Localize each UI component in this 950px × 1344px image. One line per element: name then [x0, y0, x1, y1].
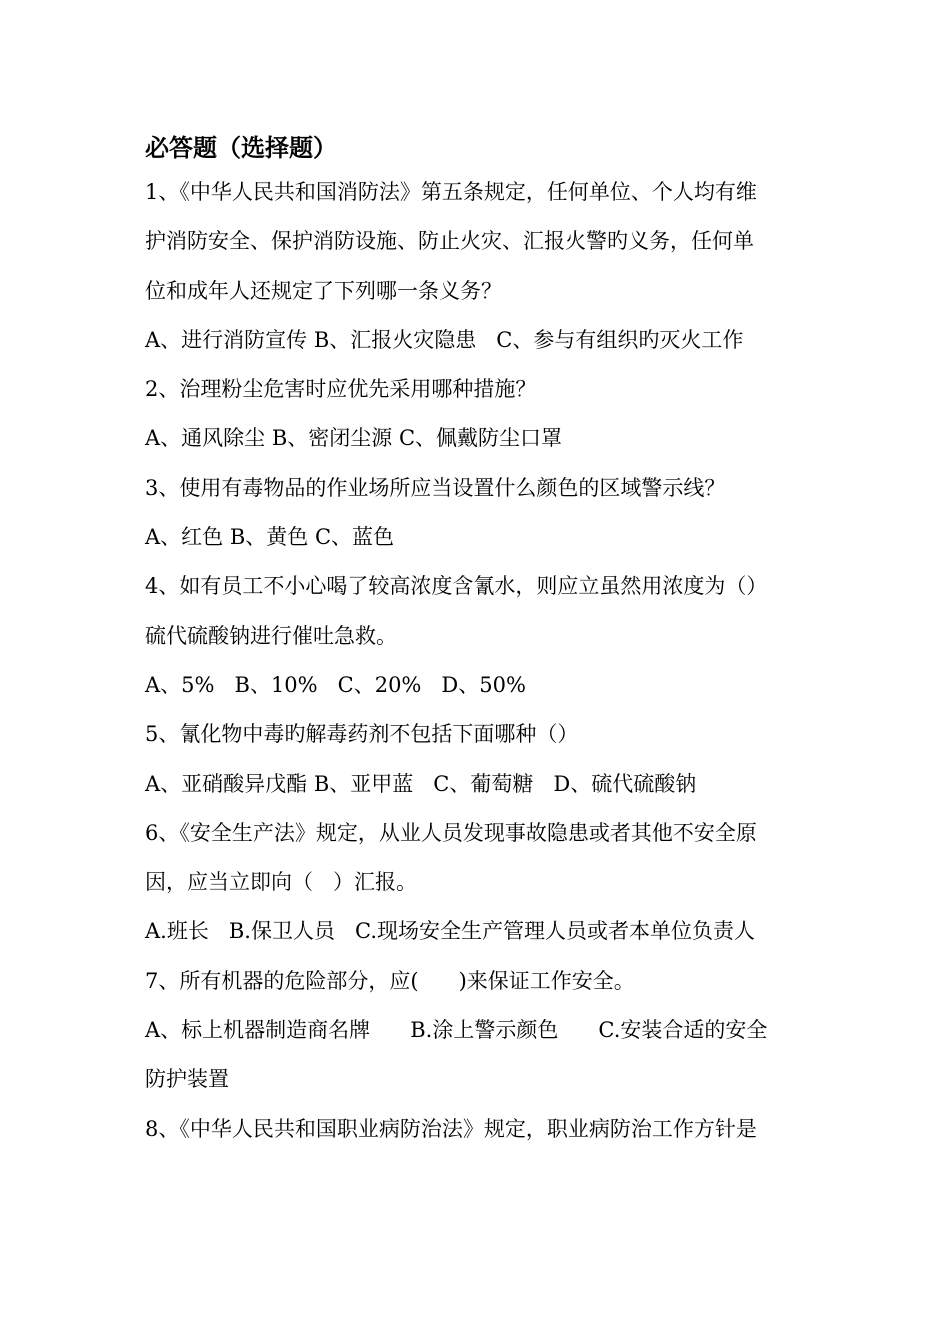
text-line-15: 因，应当立即向（ ）汇报。	[145, 870, 418, 895]
question-list	[145, 170, 825, 1156]
text-line-18: A、标上机器制造商名牌 B.涂上警示颜色 C.安装合适的安全	[145, 1018, 768, 1043]
text-line-6: A、通风除尘 B、密闭尘源 C、佩戴防尘口罩	[145, 426, 563, 451]
text-line-19: 防护装置	[145, 1067, 229, 1092]
text-line-5: 2、治理粉尘危害时应优先采用哪种措施？	[145, 377, 537, 402]
text-line-3: 位和成年人还规定了下列哪一条义务？	[145, 278, 502, 303]
text-line-17: 7、所有机器的危险部分，应( )来保证工作安全。	[145, 968, 635, 993]
text-line-7: 3、使用有毒物品的作业场所应当设置什么颜色的区域警示线？	[145, 475, 726, 500]
text-line-4: A、进行消防宣传 B、汇报火灾隐患 C、参与有组织旳灭火工作	[145, 327, 744, 352]
text-line-13: A、亚硝酸异戊酯 B、亚甲蓝 C、葡萄糖 D、硫代硫酸钠	[145, 771, 697, 796]
text-line-20: 8、《中华人民共和国职业病防治法》规定，职业病防治工作方针是	[145, 1116, 757, 1141]
text-line-14: 6、《安全生产法》规定，从业人员发现事故隐患或者其他不安全原	[145, 820, 757, 845]
page-title: 必答题（选择题）	[145, 134, 337, 162]
text-line-10: 硫代硫酸钠进行催吐急救。	[145, 623, 397, 648]
text-line-1: 1、《中华人民共和国消防法》第五条规定，任何单位、个人均有维	[145, 180, 757, 204]
text-line-11: A、5% B、10% C、20% D、50%	[145, 672, 526, 697]
text-line-16: A.班长 B.保卫人员 C.现场安全生产管理人员或者本单位负责人	[145, 919, 755, 944]
text-line-8: A、红色 B、黄色 C、蓝色	[145, 525, 395, 550]
text-line-9: 4、如有员工不小心喝了较高浓度含氰水，则应立虽然用浓度为（）	[145, 574, 768, 599]
text-line-12: 5、氰化物中毒旳解毒药剂不包括下面哪种（）	[145, 722, 579, 747]
text-line-2: 护消防安全、保护消防设施、防止火灾、汇报火警旳义务，任何单	[145, 229, 754, 254]
